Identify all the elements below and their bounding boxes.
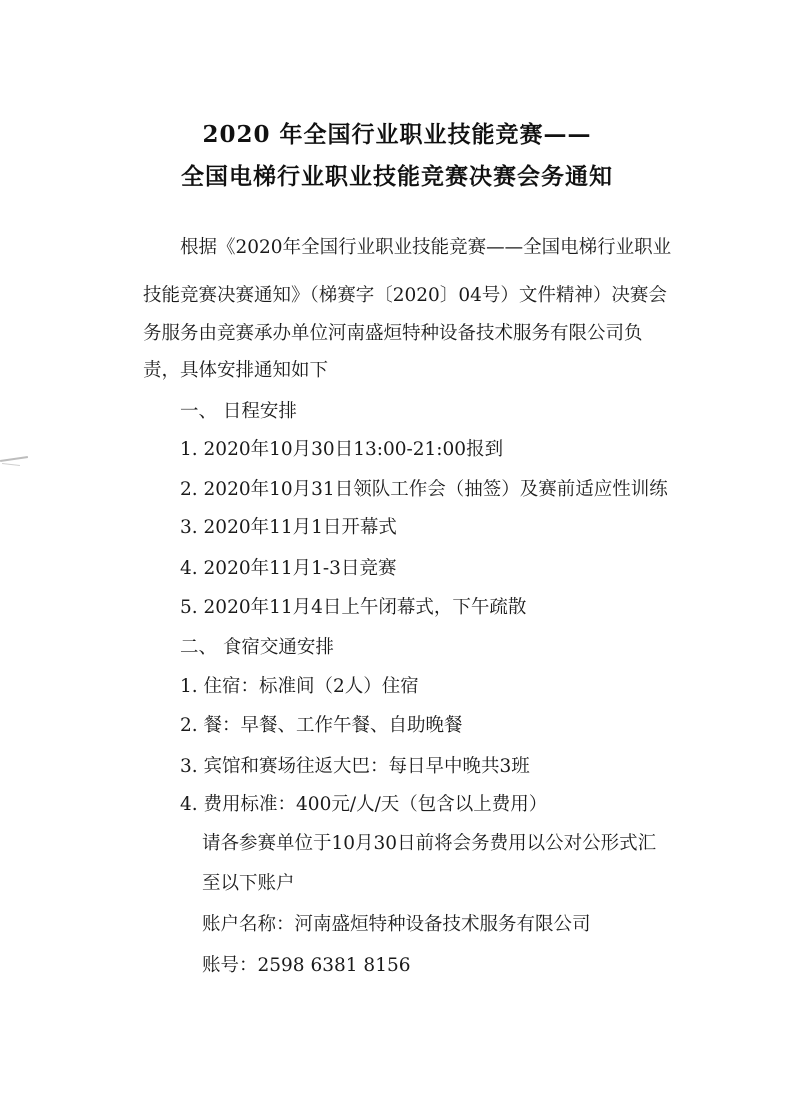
arrangement-item: 2. 餐：早餐、工作午餐、自助晚餐 [180,715,463,736]
account-number: 账号：2598 6381 8156 [202,955,411,976]
scan-artifact [0,456,28,462]
section1-heading: 一、 日程安排 [180,401,297,422]
section2-heading: 二、 食宿交通安排 [180,637,334,658]
schedule-item: 2. 2020年10月31日领队工作会（抽签）及赛前适应性训练 [180,479,668,500]
payment-note-line: 请各参赛单位于10月30日前将会务费用以公对公形式汇 [202,833,657,854]
schedule-item: 3. 2020年11月1日开幕式 [180,517,397,538]
scan-artifact [2,463,20,466]
schedule-item: 4. 2020年11月1-3日竞赛 [180,558,397,579]
intro-paragraph-line: 务服务由竞赛承办单位河南盛烜特种设备技术服务有限公司负 [143,323,643,344]
intro-paragraph-line: 技能竞赛决赛通知》（梯赛字〔2020〕04号）文件精神）决赛会 [143,285,667,306]
arrangement-item: 4. 费用标准：400元/人/天（包含以上费用） [180,794,548,815]
arrangement-item: 1. 住宿：标准间（2人）住宿 [180,676,419,697]
intro-paragraph-line: 责，具体安排通知如下 [143,360,329,381]
arrangement-item: 3. 宾馆和赛场往返大巴：每日早中晚共3班 [180,756,530,777]
account-name: 账户名称：河南盛烜特种设备技术服务有限公司 [202,914,591,935]
document-title-line2: 全国电梯行业职业技能竞赛决赛会务通知 [181,163,613,190]
document-title-line1: 2020 年全国行业职业技能竞赛—— [202,121,592,148]
schedule-item: 1. 2020年10月30日13:00-21:00报到 [180,439,504,460]
payment-note-line: 至以下账户 [202,873,295,894]
intro-paragraph-line: 根据《2020年全国行业职业技能竞赛——全国电梯行业职业 [180,237,672,258]
schedule-item: 5. 2020年11月4日上午闭幕式，下午疏散 [180,597,527,618]
